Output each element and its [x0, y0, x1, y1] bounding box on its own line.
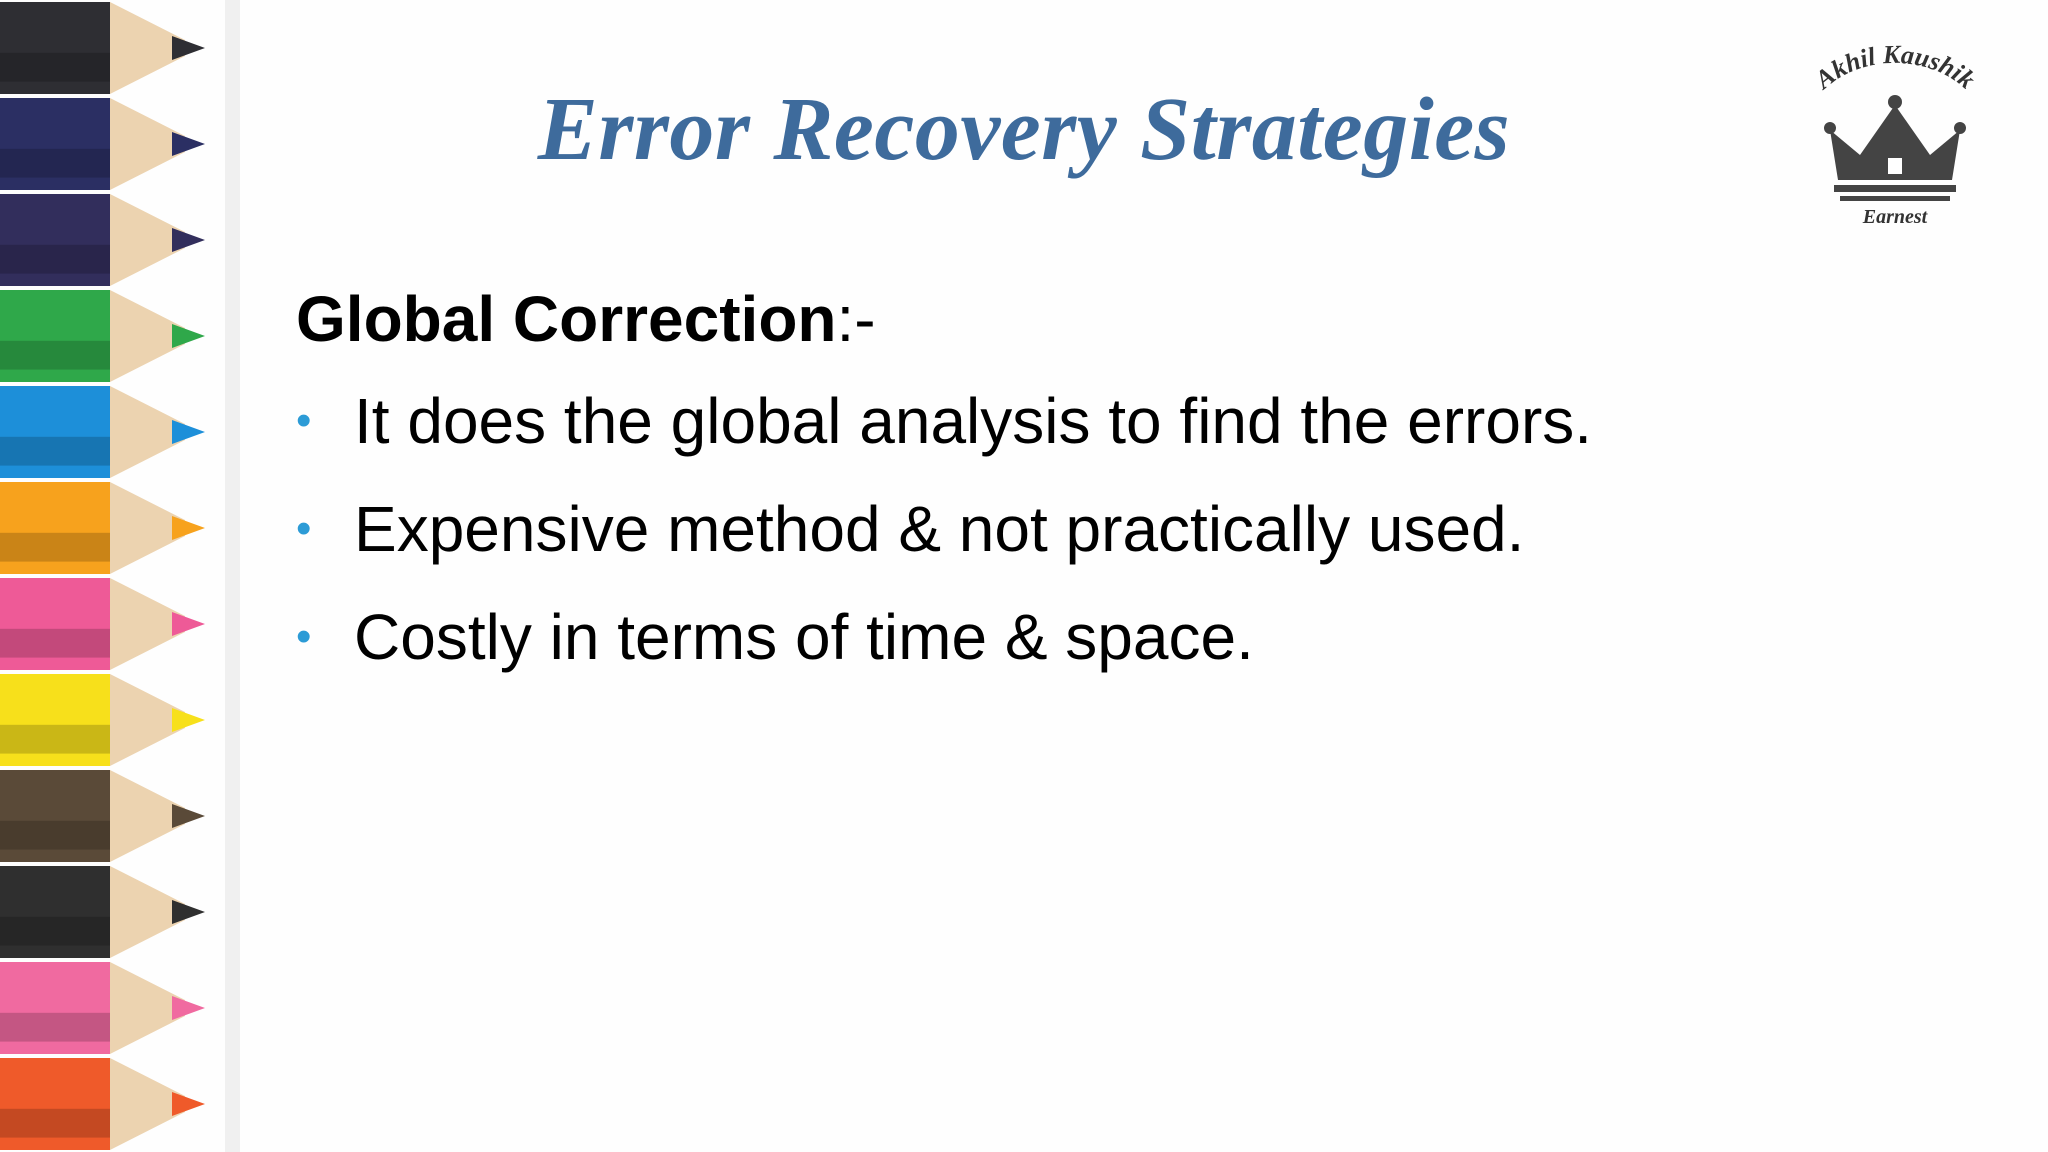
pencil-shade [0, 725, 110, 754]
logo-top-text: Akhil Kaushik [1809, 39, 1981, 95]
akhil-kaushik-logo [1790, 30, 2000, 230]
logo-bottom-text: Earnest [1862, 206, 1928, 228]
list-item [296, 600, 1592, 708]
list-item [296, 492, 1592, 600]
pencil-shade [0, 1109, 110, 1138]
slide-title: Error Recovery Strategies [537, 80, 1511, 179]
bullet-icon: • [296, 396, 312, 445]
pencil-shade [0, 629, 110, 658]
pencil-shade [0, 821, 110, 850]
pencil-shade [0, 245, 110, 274]
bullet-icon: • [296, 612, 312, 661]
svg-text:Akhil Kaushik [1808, 40, 1981, 96]
heading-suffix: :- [836, 283, 876, 355]
heading-bold-text: Global Correction [296, 283, 837, 355]
section-heading [296, 282, 876, 356]
bullet-text: Expensive method & not practically used. [354, 493, 1525, 565]
list-item [296, 384, 1592, 492]
pencil-shade [0, 437, 110, 466]
pencil-shade [0, 533, 110, 562]
pencil-shade [0, 341, 110, 370]
crown-icon [1824, 95, 1966, 201]
pencil-shade [0, 917, 110, 946]
pencil-shade [0, 1013, 110, 1042]
bullet-icon: • [296, 504, 312, 553]
bullet-text: Costly in terms of time & space. [354, 601, 1254, 673]
bullet-list [296, 384, 1592, 708]
bullet-text: It does the global analysis to find the errors. [354, 385, 1593, 457]
